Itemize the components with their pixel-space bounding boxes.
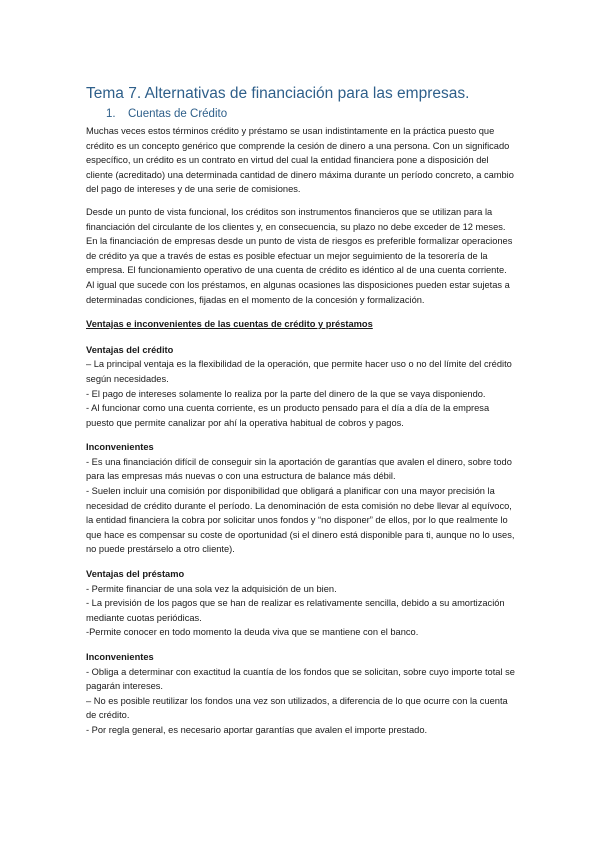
- section-number: 1.: [106, 108, 116, 120]
- list-item: - Suelen incluir una comisión por disponibilidad que obligará a planificar con una mayor precisión la necesidad de crédito durante el período. La denominación de esta comisión no debe llevar al equívoco, la entidad financiera la cobra por solicitar unos fondos y “no disponer” de ellos, por lo que realmente lo que hace es compensar su coste de oportunidad (si el dinero está disponible para ti, aunque no lo uses, no puede prestárselo a otro cliente).: [86, 486, 515, 555]
- document-content: [86, 84, 516, 748]
- list-item: -Permite conocer en todo momento la deuda viva que se mantiene con el banco.: [86, 627, 419, 638]
- list-item: - Es una financiación difícil de conseguir sin la aportación de garantías que avalen el dinero, sobre todo para las empresas más nuevas o con una estructura de balance más débil.: [86, 456, 512, 482]
- list-item: – La principal ventaja es la flexibilidad de la operación, que permite hacer uso o no del límite del crédito según necesidades.: [86, 359, 512, 384]
- advantages-section-title: Ventajas e inconvenientes de las cuentas de crédito y préstamos: [86, 319, 373, 330]
- section-heading-text: Cuentas de Crédito: [128, 108, 228, 120]
- list-item: - El pago de intereses solamente lo realiza por la parte del dinero de la que se vaya disponiendo.: [86, 388, 486, 399]
- section-heading: [106, 107, 516, 121]
- document-title: Tema 7. Alternativas de financiación para las empresas.: [86, 85, 470, 102]
- credit-advantages-block: [86, 343, 516, 431]
- loan-advantages-block: [86, 567, 516, 640]
- list-item: - Al funcionar como una cuenta corriente, es un producto pensado para el día a día de la empresa puesto que permite canalizar por ahí la operativa habitual de cobros y pagos.: [86, 403, 490, 428]
- list-item: - Permite financiar de una sola vez la adquisición de un bien.: [86, 583, 337, 594]
- list-item: - Obliga a determinar con exactitud la cuantía de los fondos que se solicitan, sobre cuyo importe total se pagarán intereses.: [86, 666, 515, 692]
- loan-advantages-title: Ventajas del préstamo: [86, 569, 185, 580]
- paragraph-functional: Desde un punto de vista funcional, los créditos son instrumentos financieros que se utilizan para la financiación del circulante de los clientes y, en consecuencia, su plazo no debe exceder de 12 meses. En la financiación de empresas desde un punto de vista de riesgos es preferible formalizar operaciones de crédito ya que a través de estas es posible efectuar un mejor seguimiento de la tesorería de la empresa. El funcionamiento operativo de una cuenta de crédito es idéntico al de una cuenta corriente. Al igual que sucede con los préstamos, en algunas ocasiones las disposiciones pueden estar sujetas a determinadas condiciones, fijadas en el momento de la concesión y formalización.: [86, 206, 513, 305]
- loan-disadvantages-block: [86, 650, 516, 738]
- list-item: - La previsión de los pagos que se han de realizar es relativamente sencilla, debido a su amortización mediante cuotas periódicas.: [86, 598, 505, 623]
- list-item: - Por regla general, es necesario aportar garantías que avalen el importe prestado.: [86, 724, 428, 735]
- paragraph-definition: Muchas veces estos términos crédito y préstamo se usan indistintamente en la práctica puesto que crédito es un concepto genérico que comprende la cesión de dinero a una persona. Con un significado específico, un crédito es un contrato en virtud del cual la entidad financiera pone a disposición del cliente (acreditado) una determinada cantidad de dinero máxima durante un período concreto, a cambio del pago de intereses y de una serie de comisiones.: [86, 126, 514, 195]
- credit-advantages-title: Ventajas del crédito: [86, 344, 174, 355]
- list-item: – No es posible reutilizar los fondos una vez son utilizados, a diferencia de lo que ocurre con la cuenta de crédito.: [86, 695, 508, 721]
- loan-disadvantages-title: Inconvenientes: [86, 652, 154, 662]
- credit-disadvantages-block: [86, 440, 516, 557]
- credit-disadvantages-title: Inconvenientes: [86, 442, 154, 453]
